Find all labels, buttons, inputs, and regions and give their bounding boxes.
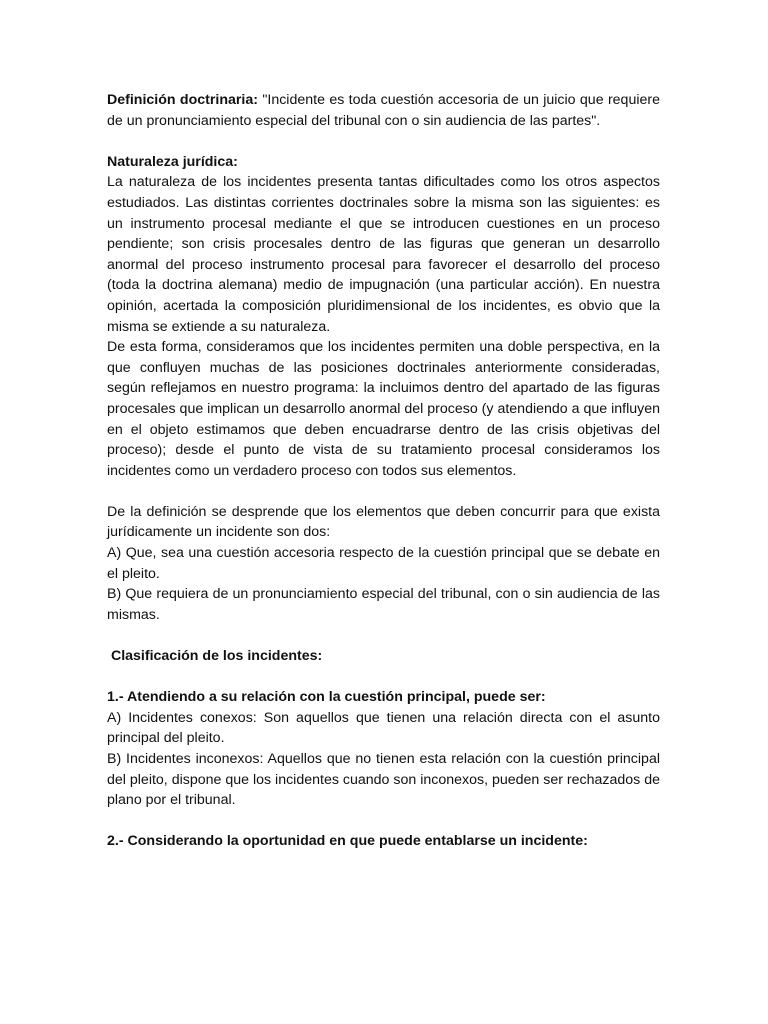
definicion-label: Definición doctrinaria: xyxy=(107,92,258,108)
spacer xyxy=(107,131,660,152)
spacer xyxy=(107,625,660,646)
clasificacion-heading: Clasificación de los incidentes: xyxy=(107,648,323,665)
definicion-text: "Incidente es toda cuestión accesoria de un juicio que requiere de un pronunciamiento especial del tribunal con o sin audiencia de las partes". xyxy=(107,92,661,129)
naturaleza-paragraph-1: La naturaleza de los incidentes presenta tantas dificultades como los otros aspectos estudiados. Las distintas corrientes doctrinales sobre la misma son las siguientes: es un instrumento procesal mediante el que se introducen cuestiones en un proceso pendiente; son crisis procesales dentro de las figuras que generan un desarrollo anormal del proceso instrumento procesal para favorecer el desarrollo del proceso (toda la doctrina alemana) medio de impugnación (una particular acción). En nuestra opinión, acertada la composición pluridimensional de los incidentes, es obvio que la misma se extiende a su naturaleza. xyxy=(107,174,660,335)
clasificacion-section-1-item-a: A) Incidentes conexos: Son aquellos que tienen una relación directa con el asunto principal del pleito. xyxy=(107,709,660,747)
clasificacion-section-2-heading: 2.- Considerando la oportunidad en que puede entablarse un incidente: xyxy=(107,833,588,850)
naturaleza-paragraph-2: De esta forma, consideramos que los incidentes permiten una doble perspectiva, en la que confluyen muchas de las posiciones doctrinales anteriormente consideradas, según reflejamos en nuestro programa: la incluimos dentro del apartado de las figuras procesales que implican un desarrollo anormal del proceso (y atendiendo a que influyen en el objeto estimamos que deben encuadrarse dentro de las crisis objetivas del proceso); desde el punto de vista de su tratamiento procesal consideramos los incidentes como un verdadero proceso con todos sus elementos. xyxy=(107,339,660,479)
spacer xyxy=(107,667,660,688)
naturaleza-heading: Naturaleza jurídica: xyxy=(107,153,238,170)
clasificacion-section-1-heading: 1.- Atendiendo a su relación con la cuestión principal, puede ser: xyxy=(107,689,546,706)
definicion-paragraph xyxy=(107,90,660,131)
elementos-item-a: A) Que, sea una cuestión accesoria respecto de la cuestión principal que se debate en el pleito. xyxy=(107,545,660,582)
document-page xyxy=(107,90,660,852)
elementos-intro: De la definición se desprende que los elementos que deben concurrir para que exista jurídicamente un incidente son dos: xyxy=(107,503,660,541)
elementos-item-b: B) Que requiera de un pronunciamiento especial del tribunal, con o sin audiencia de las mismas. xyxy=(107,586,660,623)
clasificacion-section-1-item-b: B) Incidentes inconexos: Aquellos que no tienen esta relación con la cuestión principal del pleito, dispone que los incidentes cuando son inconexos, pueden ser rechazados de plano por el tribunal. xyxy=(107,751,660,809)
spacer xyxy=(107,481,660,502)
spacer xyxy=(107,811,660,832)
